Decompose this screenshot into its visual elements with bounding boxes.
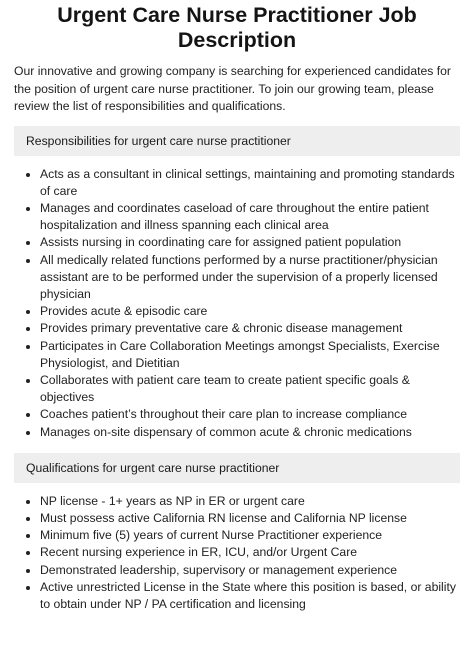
- list-item: Must possess active California RN license and California NP license: [40, 510, 460, 527]
- qualifications-list: [14, 493, 460, 613]
- list-item: Participates in Care Collaboration Meetings amongst Specialists, Exercise Physiologist, and Dietitian: [40, 338, 460, 372]
- list-item: Assists nursing in coordinating care for assigned patient population: [40, 234, 460, 251]
- list-item: Manages on-site dispensary of common acute & chronic medications: [40, 424, 460, 441]
- list-item: NP license - 1+ years as NP in ER or urgent care: [40, 493, 460, 510]
- list-item: Coaches patient’s throughout their care plan to increase compliance: [40, 406, 460, 423]
- list-item: All medically related functions performed by a nurse practitioner/physician assistant are to be performed under the supervision of a properly licensed physician: [40, 252, 460, 304]
- list-item: Collaborates with patient care team to create patient specific goals & objectives: [40, 372, 460, 406]
- list-item: Acts as a consultant in clinical settings, maintaining and promoting standards of care: [40, 166, 460, 200]
- responsibilities-heading: Responsibilities for urgent care nurse practitioner: [14, 126, 460, 156]
- responsibilities-list: [14, 166, 460, 441]
- list-item: Provides acute & episodic care: [40, 303, 460, 320]
- list-item: Minimum five (5) years of current Nurse Practitioner experience: [40, 527, 460, 544]
- list-item: Demonstrated leadership, supervisory or management experience: [40, 562, 460, 579]
- qualifications-heading: Qualifications for urgent care nurse practitioner: [14, 453, 460, 483]
- list-item: Manages and coordinates caseload of care throughout the entire patient hospitalization and illness spanning each clinical area: [40, 200, 460, 234]
- list-item: Active unrestricted License in the State where this position is based, or ability to obtain under NP / PA certification and licensing: [40, 579, 460, 613]
- intro-paragraph: Our innovative and growing company is searching for experienced candidates for the position of urgent care nurse practitioner. To join our growing team, please review the list of responsibilities and qualifications.: [14, 64, 451, 113]
- list-item: Recent nursing experience in ER, ICU, and/or Urgent Care: [40, 544, 460, 561]
- page-title: Urgent Care Nurse Practitioner Job Description: [57, 3, 417, 52]
- list-item: Provides primary preventative care & chronic disease management: [40, 320, 460, 337]
